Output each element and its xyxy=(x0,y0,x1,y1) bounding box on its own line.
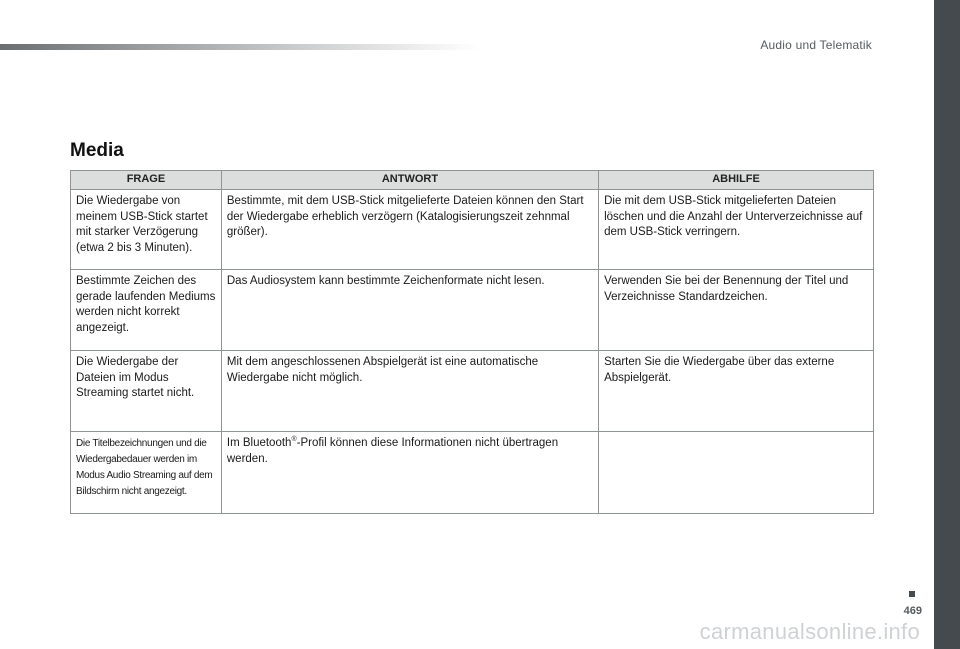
cell-frage: Bestimmte Zeichen des gerade laufenden Mediums werden nicht korrekt angezeigt. xyxy=(71,270,222,351)
header-gradient-bar xyxy=(0,44,480,50)
faq-table xyxy=(70,170,874,514)
antwort-text-post: -Profil können diese Informationen nicht übertragen werden. xyxy=(226,437,559,465)
cell-frage: Die Titelbezeichnungen und die Wiedergabedauer werden im Modus Audio Streaming auf dem Bildschirm nicht angezeigt. xyxy=(71,432,222,514)
cell-frage: Die Wiedergabe der Dateien im Modus Streaming startet nicht. xyxy=(71,351,222,432)
cell-antwort xyxy=(221,432,598,514)
cell-frage: Die Wiedergabe von meinem USB-Stick startet mit starker Verzögerung (etwa 2 bis 3 Minuten). xyxy=(71,190,222,270)
table-row xyxy=(71,190,874,270)
cell-antwort: Bestimmte, mit dem USB-Stick mitgelieferte Dateien können den Start der Wiedergabe erheblich verzögern (Katalogisierungszeit zehnmal größer). xyxy=(221,190,598,270)
page-marker xyxy=(909,591,915,597)
cell-abhilfe: Starten Sie die Wiedergabe über das externe Abspielgerät. xyxy=(599,351,874,432)
column-header-abhilfe: ABHILFE xyxy=(599,171,874,190)
antwort-text-pre: Im Bluetooth xyxy=(226,437,292,449)
page-number: 469 xyxy=(903,605,922,617)
table-row xyxy=(71,270,874,351)
table-row xyxy=(71,351,874,432)
cell-abhilfe: Die mit dem USB-Stick mitgelieferten Dateien löschen und die Anzahl der Unterverzeichnisse auf dem USB-Stick verringern. xyxy=(599,190,874,270)
side-tab-bar xyxy=(934,0,960,649)
column-header-antwort: ANTWORT xyxy=(221,171,598,190)
table-row xyxy=(71,432,874,514)
cell-antwort: Das Audiosystem kann bestimmte Zeichenformate nicht lesen. xyxy=(221,270,598,351)
cell-abhilfe xyxy=(599,432,874,514)
cell-antwort: Mit dem angeschlossenen Abspielgerät ist eine automatische Wiedergabe nicht möglich. xyxy=(221,351,598,432)
column-header-frage: FRAGE xyxy=(71,171,222,190)
section-title: Audio und Telematik xyxy=(760,38,872,52)
watermark: carmanualsonline.info xyxy=(699,619,920,644)
registered-mark: ® xyxy=(291,436,297,444)
table-header-row xyxy=(71,171,874,190)
cell-abhilfe: Verwenden Sie bei der Benennung der Titel und Verzeichnisse Standardzeichen. xyxy=(599,270,874,351)
page-heading: Media xyxy=(70,140,124,161)
